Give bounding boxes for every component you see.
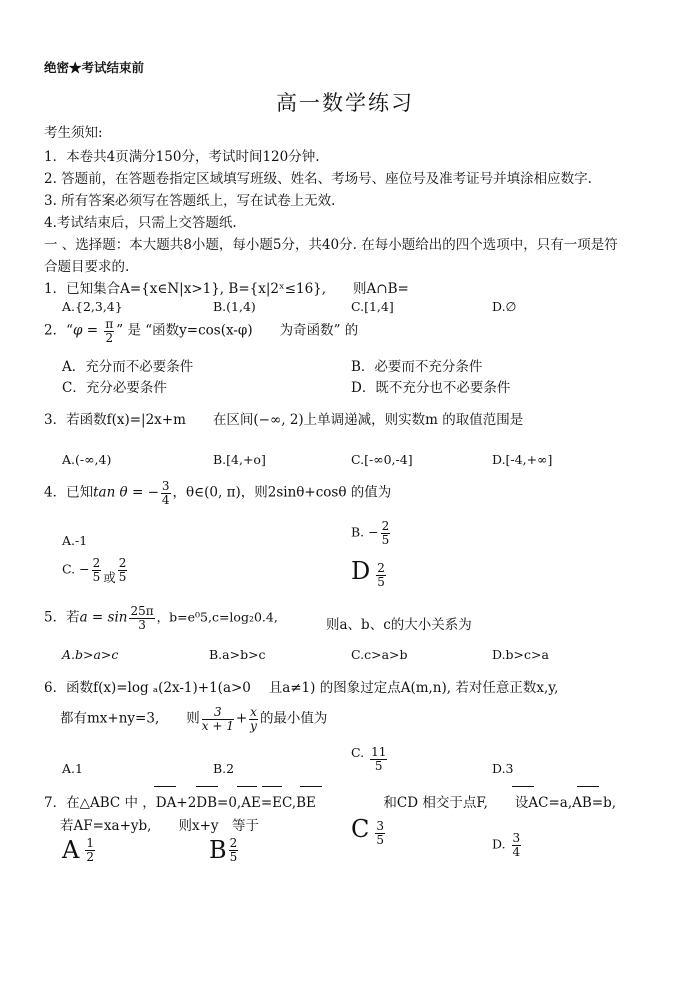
q7-c-den: 5 [376,833,384,847]
q6-c-den: 5 [374,758,383,773]
q4-b-num: 2 [381,519,390,533]
q7-option-a [62,832,97,864]
q4-option-c [62,557,129,583]
q7-option-b [209,832,240,864]
q4-prefix: 4．已知 [44,484,94,501]
q4-rest: ，θ∈(0, π)，则2sinθ+cosθ 的值为 [172,484,392,501]
q4-d-fraction [376,562,386,588]
q7-a-num: 1 [86,836,94,851]
q2-option-c: C．充分必要条件 [62,380,167,396]
q6-line2-pre: 都有mx+ny=3, 则 [60,710,200,727]
q7-d-num: 3 [512,831,521,845]
q7-a-label: A [62,836,80,864]
q7-d-label: D. [492,836,506,852]
q6-f2-num: x [250,705,257,719]
q2-stem [44,318,358,344]
q6-c-label: C. [351,744,365,760]
q4-c-label: C. [62,561,76,577]
q5-prefix: 5．若 [44,609,80,626]
q2-eq: = [82,322,103,339]
notice-item: 2. 答题前，在答题卷指定区域填写班级、姓名、考场号、座位号及准考证号并填涂相应数字. [44,171,592,187]
q5-frac-num: 25π [130,604,154,618]
q5-stem [44,605,278,631]
q1-option-a: A.{2,3,4} [62,299,123,314]
q6-c-num: 11 [371,745,387,759]
q7-line1: 7．在△ABC 中 ，DA+2DB=0,AE=EC,BE 和CD 相交于点F, 设AC=a,AB=b, [44,795,617,811]
page-title: 高一数学练习 [276,91,414,115]
q7-d-den: 4 [512,844,521,859]
q7-b-fraction [229,837,239,863]
q7-a-fraction [85,837,95,863]
q6-f1-den: x + 1 [201,718,234,733]
q2-option-d: D．既不充分也不必要条件 [351,380,511,396]
q4-c-den2: 5 [118,569,127,584]
q6-option-d: D.3 [492,761,514,776]
q7-b-label: B [209,836,227,864]
q4-option-b [351,520,392,546]
q4-option-d [351,557,388,589]
q4-c-sign: − [79,561,90,577]
q6-option-a: A.1 [62,761,83,776]
q3-option-b: B.[4,+o] [213,452,266,467]
q2-fraction [104,318,114,344]
q6-stem: 6．函数f(x)=log ₐ(2x-1)+1(a>0 且a≠1) 的图象过定点A(m,n), 若对任意正数x,y, [44,680,559,696]
q7-b-num: 2 [229,836,238,851]
q4-d-label: D [351,557,371,585]
q5-tail: 则a、b、c的大小关系为 [326,617,472,633]
q6-f2-den: y [250,718,257,733]
q1-option-c: C.[1,4] [351,299,394,314]
q4-b-fraction [381,520,391,546]
q5-fraction [129,605,154,631]
notice-heading: 考生须知: [44,125,103,141]
notice-item: 1．本卷共4页满分150分，考试时间120分钟. [44,149,320,165]
q2-frac-den: 2 [105,330,114,345]
q7-c-fraction [375,820,385,846]
q4-b-den: 5 [381,532,390,547]
q3-option-c: C.[-∞0,-4] [351,452,413,467]
q4-c-num2: 2 [118,556,127,570]
q2-quote: “ [66,322,73,339]
q2-number: 2． [44,322,67,339]
q5-frac-den: 3 [138,617,146,632]
q6-option-c [351,746,389,772]
q5-option-c: C.c>a>b [351,647,408,662]
q4-frac-den: 4 [161,492,170,507]
q1-option-d: D.∅ [492,299,517,314]
q4-d-num: 2 [377,561,385,576]
q3-option-d: D.[-4,+∞] [492,452,553,467]
q2-rest: ” 是 “函数y=cos(x-φ) 为奇函数” 的 [116,322,359,339]
q7-c-num: 3 [376,819,384,834]
q7-d-fraction [512,832,522,858]
q4-b-sign: − [368,524,379,540]
notice-item: 4.考试结束后，只需上交答题纸. [44,215,237,231]
q5-rest: ，b=e⁰5,c=log₂0.4, [156,609,278,625]
section-heading: 一 、选择题：本大题共8小题，每小题5分，共40分. 在每小题给出的四个选项中，只有一项是符 [44,237,618,253]
q6-option-b: B.2 [213,761,235,776]
q1-stem: 1．已知集合A={x∈N|x>1}, B={x|2ˣ≤16}, 则A∩B= [44,281,409,297]
q7-option-d [492,832,523,858]
q2-option-b: B．必要而不充分条件 [351,359,483,375]
q6-f1-num: 3 [202,706,234,720]
notice-item: 3. 所有答案必须写在答题纸上，写在试卷上无效. [44,193,336,209]
q2-option-a: A．充分而不必要条件 [62,359,194,375]
q4-c-fraction-1 [92,557,102,583]
q6-line2 [60,706,327,732]
q6-fraction-1 [202,706,234,732]
q5-option-a: A.b>a>c [62,647,119,662]
q4-c-fraction-2 [118,557,128,583]
q5-a-eq: a = sin [79,609,128,626]
secret-label: 绝密★考试结束前 [44,60,145,75]
q7-b-den: 5 [229,850,238,864]
q4-stem [44,480,391,506]
q4-fraction [161,480,171,506]
q5-option-d: D.b>c>a [492,647,549,662]
q6-fraction-2 [249,706,258,732]
q6-c-fraction [370,746,387,772]
q4-c-or: 或 [103,569,116,585]
q4-frac-num: 3 [161,479,170,493]
q4-c-num1: 2 [92,556,101,570]
q1-option-b: B.(1,4) [213,299,256,314]
q4-option-a: A.-1 [62,533,88,548]
q4-d-den: 5 [377,575,385,589]
q7-c-label: C [351,815,370,843]
q2-phi: φ [73,322,83,339]
q4-b-label: B. [351,524,365,540]
q3-stem: 3．若函数f(x)=|2x+m 在区间(−∞, 2)上单调递减，则实数m 的取值范围是 [44,412,524,428]
q4-tan: tan θ = − [93,484,159,501]
q4-c-den1: 5 [92,569,101,584]
q7-line2: 若AF=xa+yb, 则x+y 等于 [60,818,260,834]
q6-line2-post: 的最小值为 [259,710,328,727]
q6-plus: + [235,710,248,727]
section-heading-cont: 合题目要求的. [44,259,130,275]
q7-option-c [351,815,387,847]
q3-option-a: A.(-∞,4) [62,452,112,467]
q5-option-b: B.a>b>c [209,647,266,662]
q2-frac-num: π [105,317,114,331]
q7-a-den: 2 [86,850,94,864]
